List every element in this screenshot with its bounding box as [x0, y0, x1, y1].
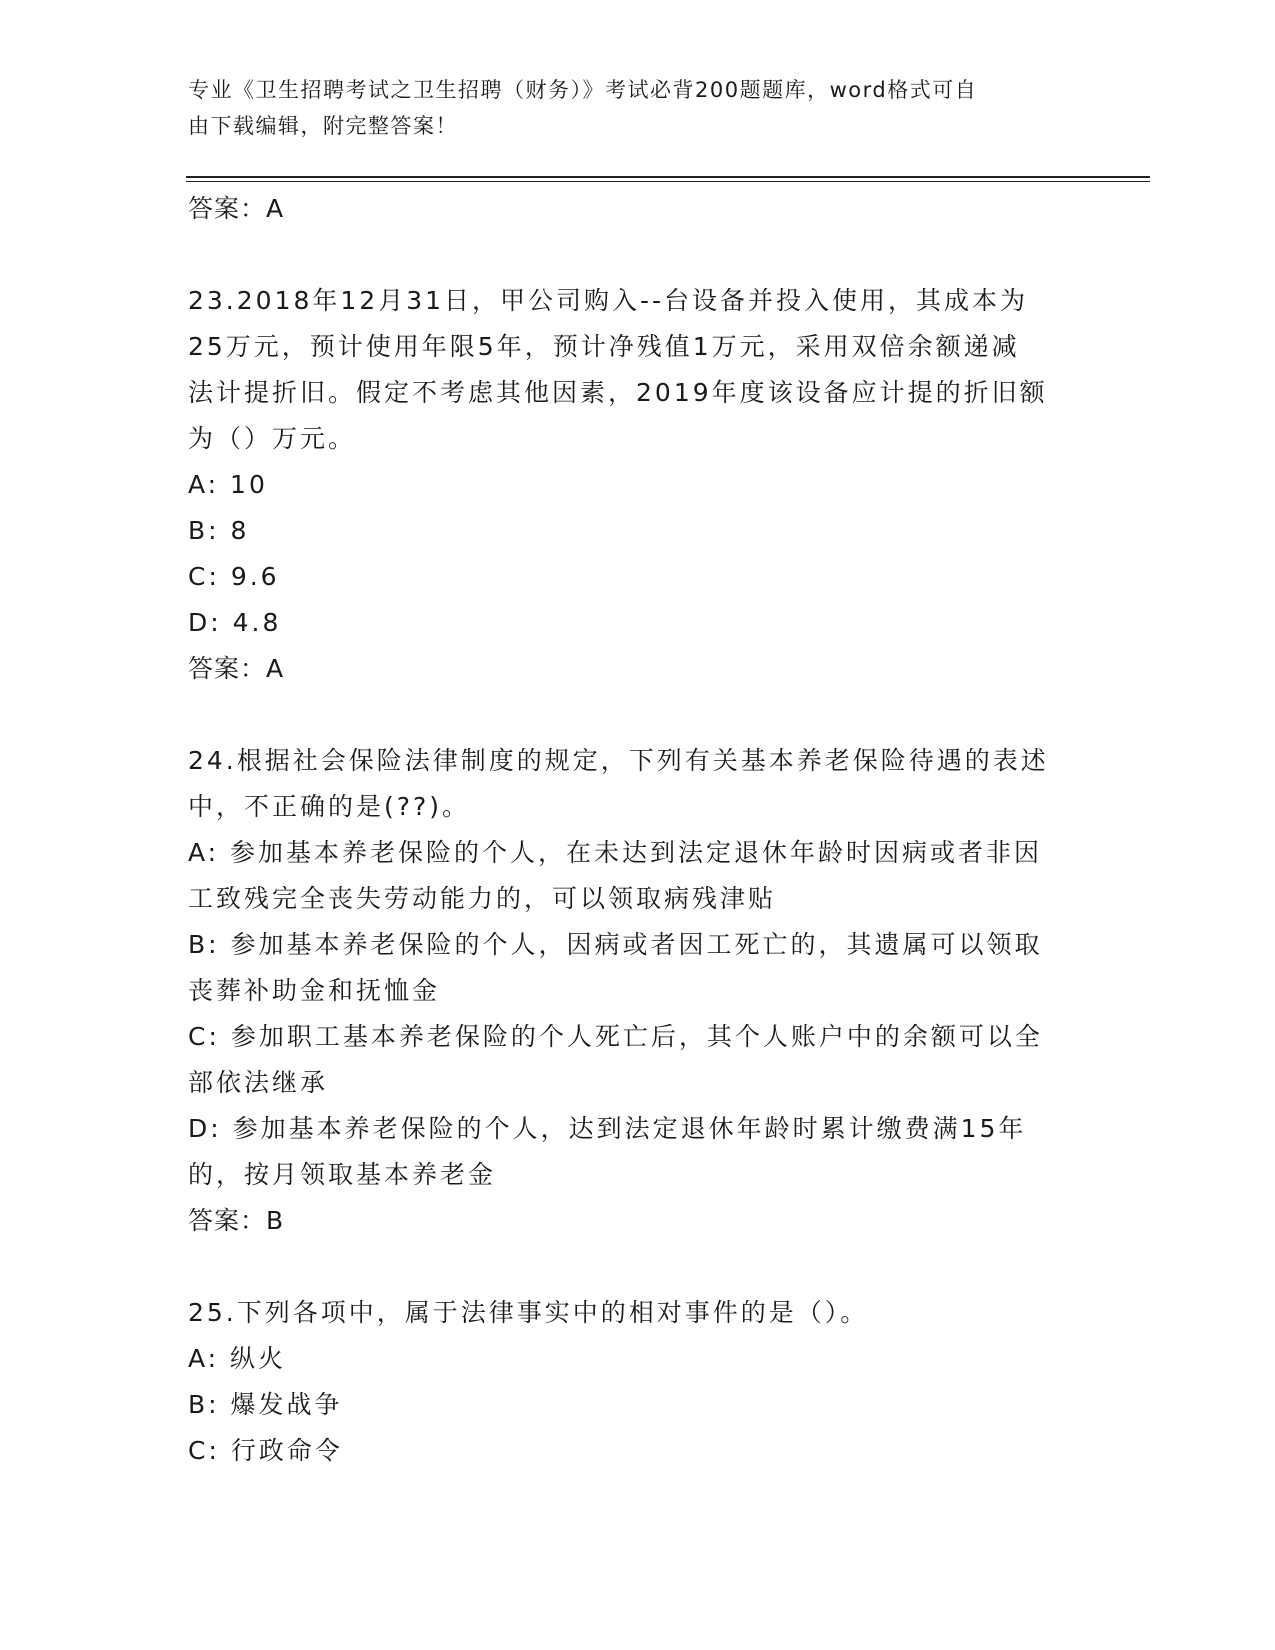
question-text-line: 中，不正确的是(??)。 [188, 792, 471, 821]
option-d: D: 参加基本养老保险的个人，达到法定退休年龄时累计缴费满15年 [188, 1114, 1027, 1143]
option-c: C: 行政命令 [188, 1436, 343, 1465]
option-b: B: 爆发战争 [188, 1390, 343, 1419]
question-block-23 [188, 278, 1088, 692]
document-body [188, 186, 1088, 1474]
question-text-line: 为（）万元。 [188, 424, 357, 453]
question-text-line: 法计提折旧。假定不考虑其他因素，2019年度该设备应计提的折旧额 [188, 378, 1048, 407]
option-a: A: 参加基本养老保险的个人，在未达到法定退休年龄时因病或者非因 [188, 838, 1043, 867]
answer-line: 答案：B [188, 1206, 285, 1235]
question-text-line: 25.下列各项中，属于法律事实中的相对事件的是（）。 [188, 1298, 869, 1327]
option-a: A: 10 [188, 470, 268, 499]
question-text-line: 23.2018年12月31日，甲公司购入--台设备并投入使用，其成本为 [188, 286, 1029, 315]
answer-line: 答案：A [188, 654, 285, 683]
option-a: A: 纵火 [188, 1344, 287, 1373]
option-d-continued: 的，按月领取基本养老金 [188, 1160, 497, 1189]
header-line-1: 专业《卫生招聘考试之卫生招聘（财务）》考试必背200题题库，word格式可自 [188, 78, 978, 102]
option-b: B: 8 [188, 516, 250, 545]
option-b: B: 参加基本养老保险的个人，因病或者因工死亡的，其遗属可以领取 [188, 930, 1043, 959]
option-d: D: 4.8 [188, 608, 282, 637]
answer-line: 答案：A [188, 194, 285, 223]
option-c: C: 9.6 [188, 562, 280, 591]
option-a-continued: 工致残完全丧失劳动能力的，可以领取病残津贴 [188, 884, 777, 913]
question-block-25 [188, 1290, 1088, 1474]
header-rule-thin [186, 181, 1150, 182]
option-c: C: 参加职工基本养老保险的个人死亡后，其个人账户中的余额可以全 [188, 1022, 1043, 1051]
header-rule-thick [186, 176, 1150, 178]
question-text-line: 24.根据社会保险法律制度的规定，下列有关基本养老保险待遇的表述 [188, 746, 1049, 775]
option-c-continued: 部依法继承 [188, 1068, 329, 1097]
document-header [188, 72, 1068, 144]
option-b-continued: 丧葬补助金和抚恤金 [188, 976, 441, 1005]
question-block-24 [188, 738, 1088, 1244]
header-line-2: 由下载编辑，附完整答案！ [188, 114, 458, 138]
question-text-line: 25万元，预计使用年限5年，预计净残值1万元，采用双倍余额递减 [188, 332, 1020, 361]
